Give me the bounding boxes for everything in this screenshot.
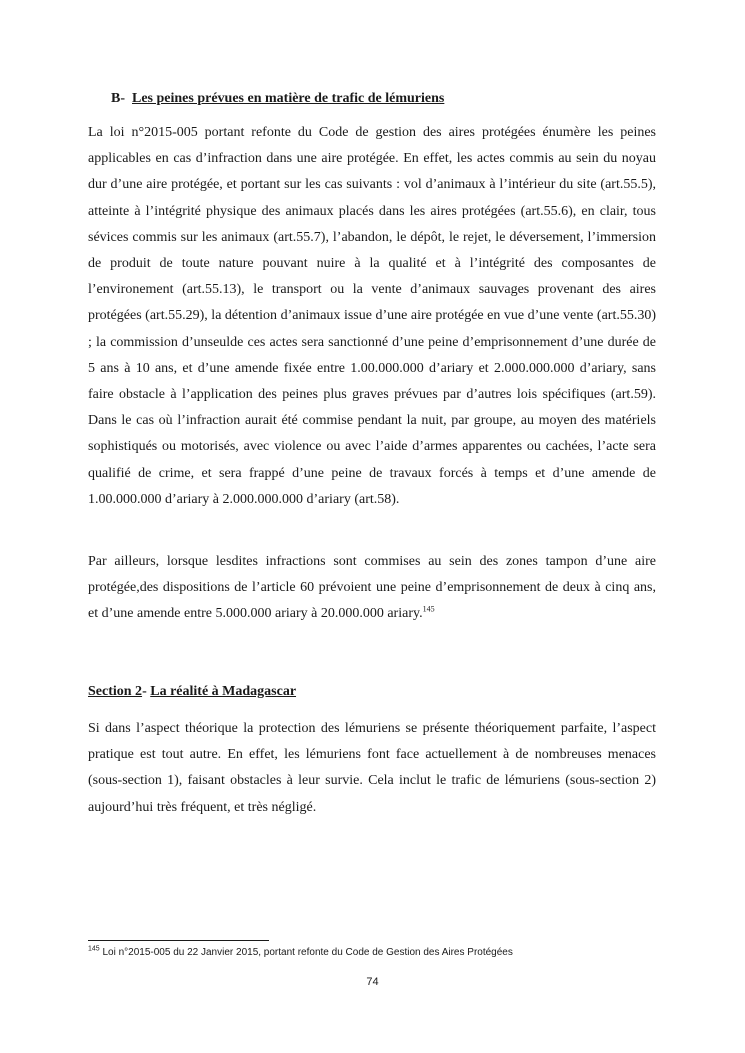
footnote — [88, 946, 688, 960]
footnote-text: Loi n°2015-005 du 22 Janvier 2015, portant refonte du Code de Gestion des Aires Protégées — [99, 947, 513, 958]
section-2-label: Section 2 — [88, 684, 143, 699]
section-2-heading — [88, 682, 296, 702]
footnote-number: 145 — [88, 945, 100, 953]
page-number: 74 — [366, 976, 379, 988]
section-2-title: La réalité à Madagascar — [150, 684, 297, 699]
section-2-separator: - — [142, 684, 151, 699]
subsection-b-title: Les peines prévues en matière de trafic de lémuriens — [132, 91, 445, 106]
paragraph-buffer-zones — [88, 549, 656, 628]
subsection-b-heading — [111, 89, 444, 109]
paragraph-penalties: La loi n°2015-005 portant refonte du Code de gestion des aires protégées énumère les peines applicables en cas d’infraction dans une aire protégée. En effet, les actes commis au sein du noyau dur d’une aire protégée, et portant sur les cas suivants : vol d’animaux à l’intérieur du site (art.55.5), atteinte à l’intégrité physique des animaux placés dans les aires protégées (art.55.6), en clair, tous sévices commis sur les animaux (art.55.7), l’abandon, le dépôt, le rejet, le déversement, l’immersion de produit de toute nature pouvant nuire à la qualité et à l’intégrité des composantes de l’environement (art.55.13), le transport ou la vente d’animaux sauvages provenant des aires protégées (art.55.29), la détention d’animaux issue d’une aire protégée en vue d’une vente (art.55.30) ; la commission d’unseulde ces actes sera sanctionné d’une peine d’emprisonnement d’une durée de 5 ans à 10 ans, et d’une amende fixée entre 1.00.000.000 d’ariary et 2.000.000.000 d’ariary, sans faire obstacle à l’application des peines plus graves prévues par d’autres lois spécifiques (art.59). Dans le cas où l’infraction aurait été commise pendant la nuit, par groupe, au moyen des matériels sophistiqués ou motorisés, avec violence ou avec l’aide d’armes apparentes ou cachées, l’acte sera qualifié de crime, et sera frappé d’une peine de travaux forcés à temps et d’une amende de 1.00.000.000 d’ariary à 2.000.000.000 d’ariary (art.58). — [88, 125, 656, 507]
paragraph-reality: Si dans l’aspect théorique la protection des lémuriens se présente théoriquement parfaite, l’aspect pratique est tout autre. En effet, les lémuriens font face actuellement à de nombreuses menaces (sous-section 1), faisant obstacles à leur survie. Cela inclut le trafic de lémuriens (sous-section 2) aujourd’hui très fréquent, et très négligé. — [88, 721, 656, 815]
footnote-reference[interactable]: 145 — [422, 604, 435, 614]
footnote-separator — [88, 940, 269, 941]
paragraph-buffer-zones-text: Par ailleurs, lorsque lesdites infractions sont commises au sein des zones tampon d’une aire protégée,des dispositions de l’article 60 prévoient une peine d’emprisonnement de deux à cinq ans, et d’une amende entre 5.000.000 ariary à 20.000.000 ariary. — [88, 554, 656, 622]
subsection-b-prefix: B- — [111, 91, 125, 106]
